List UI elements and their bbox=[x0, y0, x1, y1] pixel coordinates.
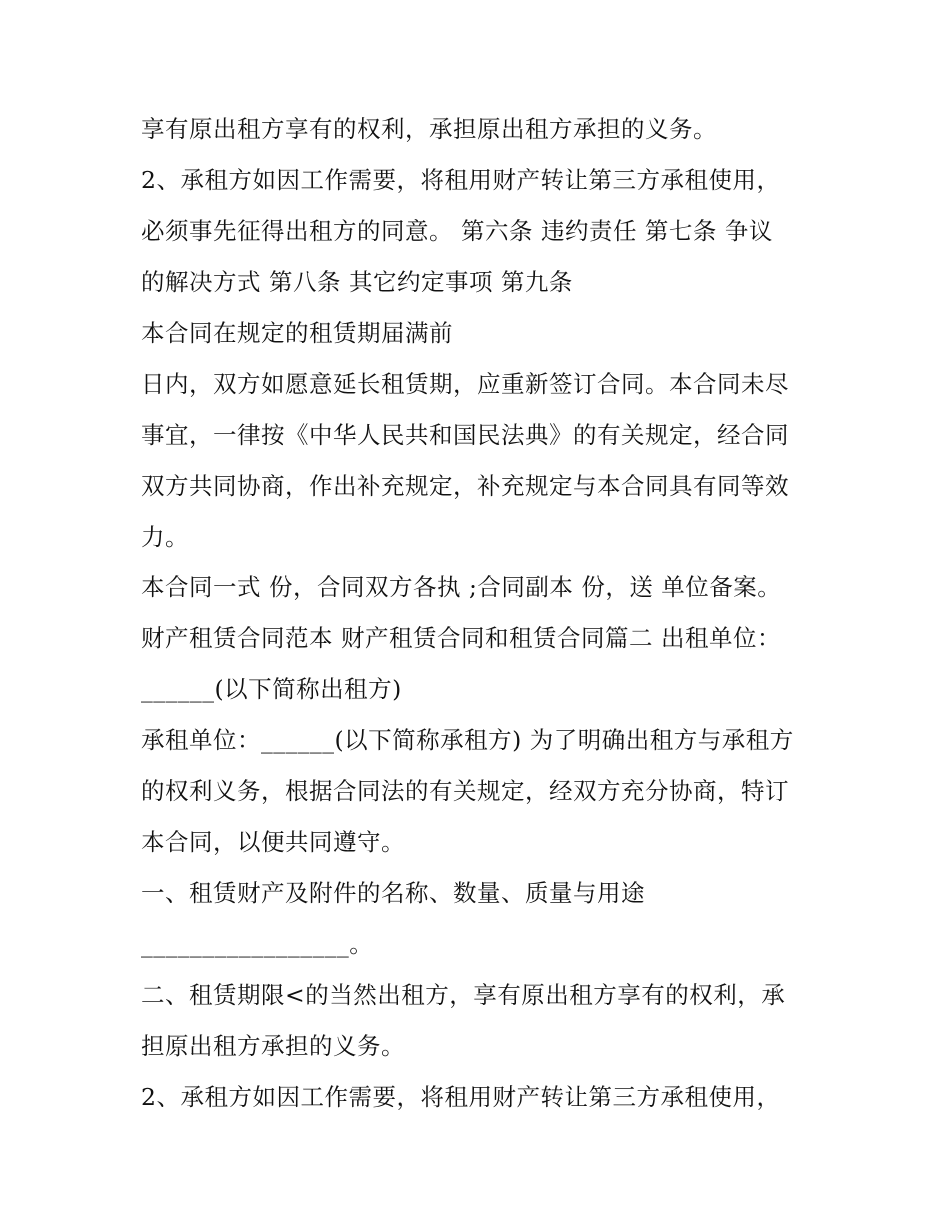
text-line: 事宜，一律按《中华人民共和国民法典》的有关规定，经合同 bbox=[141, 421, 789, 449]
text-line: 双方共同协商，作出补充规定，补充规定与本合同具有同等效 bbox=[141, 472, 789, 500]
text-line: 2、承租方如因工作需要，将租用财产转让第三方承租使用， bbox=[141, 166, 781, 194]
text-line: 一、租赁财产及附件的名称、数量、质量与用途 bbox=[141, 879, 645, 907]
text-line: ______(以下简称出租方) bbox=[141, 675, 402, 703]
text-line: 本合同，以便共同遵守。 bbox=[141, 828, 405, 856]
text-line: 2、承租方如因工作需要，将租用财产转让第三方承租使用， bbox=[141, 1083, 781, 1111]
text-line: 财产租赁合同范本 财产租赁合同和租赁合同篇二 出租单位： bbox=[141, 624, 781, 652]
text-line: 的权利义务，根据合同法的有关规定，经双方充分协商，特订 bbox=[141, 777, 789, 805]
text-line: _________________。 bbox=[141, 930, 374, 958]
text-line: 必须事先征得出租方的同意。 第六条 违约责任 第七条 争议 bbox=[141, 217, 773, 245]
text-line: 二、租赁期限<的当然出租方，享有原出租方享有的权利，承 bbox=[141, 981, 786, 1009]
text-line: 日内，双方如愿意延长租赁期，应重新签订合同。本合同未尽 bbox=[141, 370, 789, 398]
text-line: 本合同在规定的租赁期届满前 bbox=[141, 319, 453, 347]
text-line: 力。 bbox=[141, 523, 189, 551]
text-line: 享有原出租方享有的权利，承担原出租方承担的义务。 bbox=[141, 115, 717, 143]
text-line: 本合同一式 份，合同双方各执 ;合同副本 份，送 单位备案。 bbox=[141, 573, 782, 601]
text-line: 的解决方式 第八条 其它约定事项 第九条 bbox=[141, 268, 573, 296]
text-line: 担原出租方承担的义务。 bbox=[141, 1032, 405, 1060]
text-line: 承租单位：______(以下简称承租方) 为了明确出租方与承租方 bbox=[141, 726, 794, 754]
